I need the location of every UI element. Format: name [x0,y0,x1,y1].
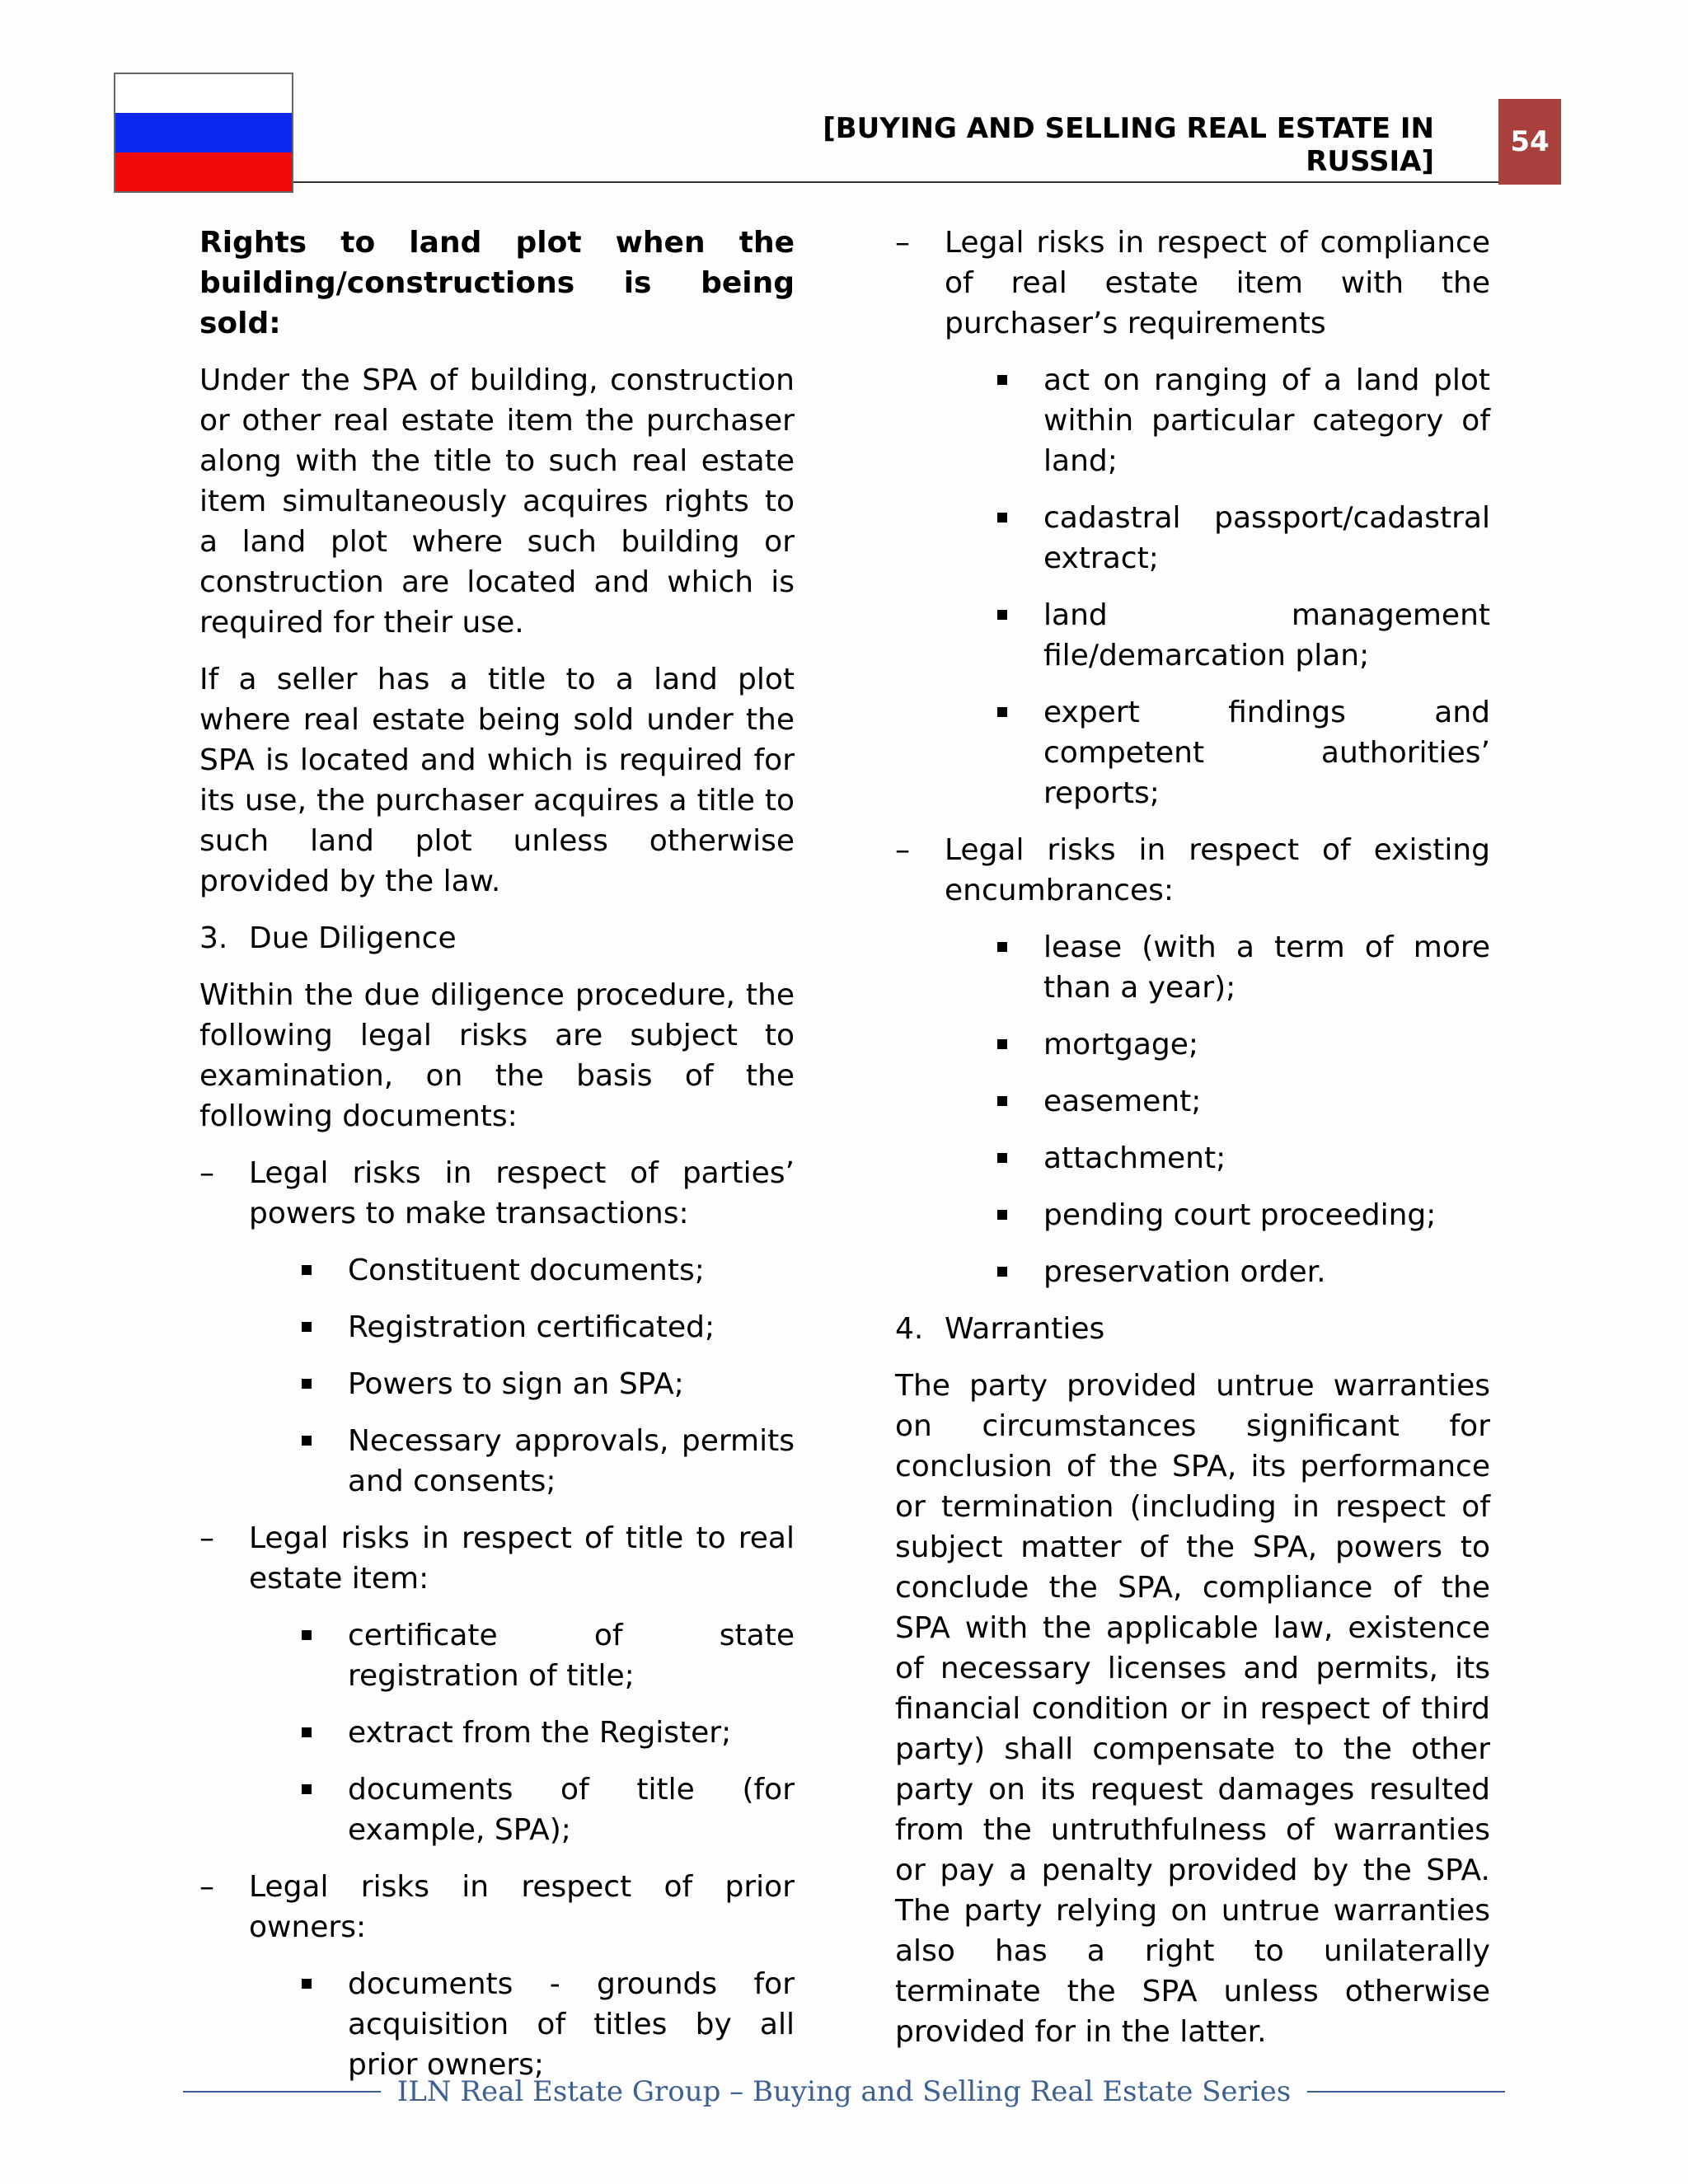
section-title: Due Diligence [249,921,457,955]
paragraph: Within the due diligence procedure, the following legal risks are subject to examination, on the basis of the following documents: [199,978,795,1133]
header-title: [BUYING AND SELLING REAL ESTATE IN RUSSIA] [823,112,1434,178]
bullet-square-icon [994,1024,1043,1065]
page-number: 54 [1498,99,1561,185]
list-item: cadastral passport/cadastral extract; [994,498,1490,579]
dash-marker: – [199,1521,214,1555]
list-item: attachment; [994,1138,1490,1179]
dash-marker: – [199,1870,214,1904]
list-item: act on ranging of a land plot within particular category of land; [994,360,1490,481]
bullet-square-icon [994,498,1043,579]
list-item: Powers to sign an SPA; [298,1364,795,1404]
list-item: land management file/demarcation plan; [994,595,1490,676]
bullet-square-icon [994,927,1043,1008]
list-item: easement; [994,1081,1490,1122]
paragraph: The party provided untrue warranties on circumstances significant for conclusion of the SPA, its performance or termination (including in respect of subject matter of the SPA, powers to conclude the SPA, compliance of the SPA with the applicable law, existence of necessary licenses and permits, its financial condition or in respect of third party) shall compensate to the other party on its request damages resulted from the untruthfulness of warranties or pay a penalty provided by the SPA. The party relying on untrue warranties also has a right to unilaterally terminate the SPA unless otherwise provided for in the latter. [895,1369,1490,2049]
bullet-square-icon [994,1195,1043,1235]
paragraph: If a seller has a title to a land plot where real estate being sold under the SPA is located and which is required for its use, the purchaser acquires a title to such land plot unless otherwise provided by the law. [199,663,795,898]
header-divider [293,181,1498,183]
bullet-square-icon [298,1615,348,1696]
footer-rule-right [1307,2091,1505,2093]
risk-group [199,1518,795,1599]
risk-group-label: Legal risks in respect of compliance of real estate item with the purchaser’s requirements [945,226,1490,340]
bullet-square-icon [298,1250,348,1291]
list-item: mortgage; [994,1024,1490,1065]
risk-group [199,1153,795,1234]
bullet-square-icon [298,1769,348,1850]
list-item: documents - grounds for acquisition of titles by all prior owners; [298,1964,795,2085]
dash-marker: – [199,1156,214,1190]
bullet-square-icon [298,1421,348,1502]
left-column [199,223,795,2102]
list-item: pending court proceeding; [994,1195,1490,1235]
section-number: 3. [199,921,228,955]
bullet-square-icon [994,692,1043,813]
bullet-square-icon [298,1713,348,1753]
section-number: 4. [895,1312,924,1346]
right-column [895,223,1490,2069]
section-3-heading [199,918,795,958]
footer [183,2067,1505,2116]
dash-marker: – [895,833,910,867]
section-4-heading [895,1309,1490,1349]
footer-text: ILN Real Estate Group – Buying and Selling Real Estate Series [396,2075,1292,2108]
list-item: expert findings and competent authorities’ reports; [994,692,1490,813]
dash-marker: – [895,226,910,260]
list-item: documents of title (for example, SPA); [298,1769,795,1850]
risk-group-label: Legal risks in respect of parties’ powers to make transactions: [249,1156,795,1230]
bullet-square-icon [298,1364,348,1404]
risk-group [199,1867,795,1947]
risk-group-label: Legal risks in respect of existing encumbrances: [945,833,1490,907]
risk-group-label: Legal risks in respect of prior owners: [249,1870,795,1944]
bullet-square-icon [298,1307,348,1347]
paragraph: Under the SPA of building, construction or other real estate item the purchaser along with the title to such real estate item simultaneously acquires rights to a land plot where such building or construction are located and which is required for their use. [199,363,795,640]
section-heading: Rights to land plot when the building/constructions is being sold: [199,226,795,340]
list-item: Registration certificated; [298,1307,795,1347]
risk-group-label: Legal risks in respect of title to real estate item: [249,1521,795,1596]
russia-flag-icon [114,73,293,193]
bullet-square-icon [994,1252,1043,1292]
footer-rule-left [183,2091,381,2093]
list-item: preservation order. [994,1252,1490,1292]
bullet-square-icon [994,1138,1043,1179]
risk-group [895,223,1490,344]
list-item: Necessary approvals, permits and consents; [298,1421,795,1502]
bullet-square-icon [994,360,1043,481]
list-item: Constituent documents; [298,1250,795,1291]
list-item: certificate of state registration of title; [298,1615,795,1696]
risk-group [895,830,1490,911]
bullet-square-icon [994,1081,1043,1122]
list-item: lease (with a term of more than a year); [994,927,1490,1008]
list-item: extract from the Register; [298,1713,795,1753]
section-title: Warranties [945,1312,1105,1346]
bullet-square-icon [994,595,1043,676]
